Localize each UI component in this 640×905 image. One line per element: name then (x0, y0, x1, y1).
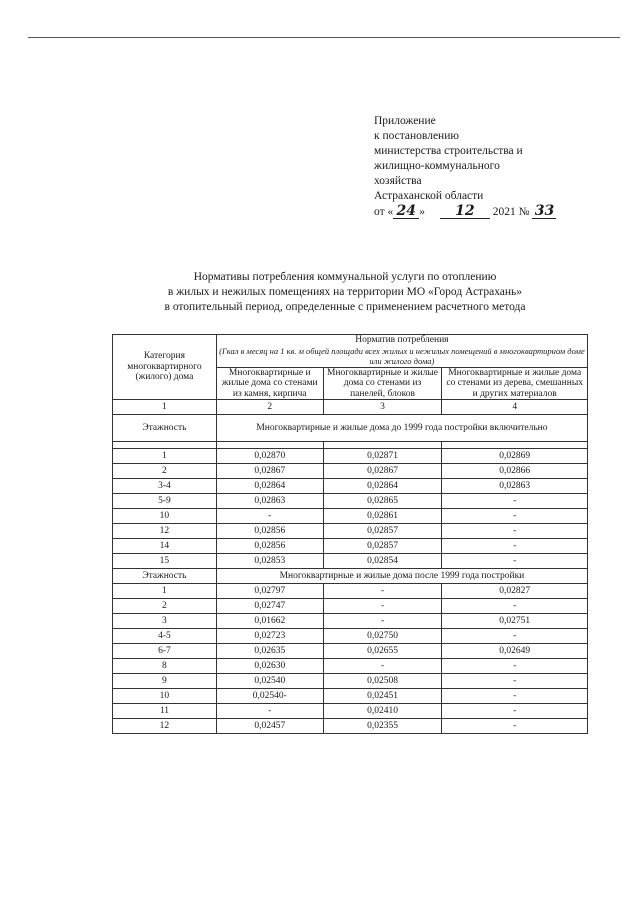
value-stone: 0,01662 (216, 614, 323, 629)
header-row (113, 335, 588, 368)
value-stone: 0,02630 (216, 659, 323, 674)
value-stone: - (216, 509, 323, 524)
value-panel: 0,02655 (323, 644, 442, 659)
value-stone: 0,02870 (216, 449, 323, 464)
appendix-line: жилищно-коммунального (374, 160, 500, 172)
appendix-line: к постановлению (374, 130, 459, 142)
floors-cell: 1 (113, 449, 217, 464)
title-line: в жилых и нежилых помещениях на территории МО «Город Астрахань» (167, 286, 523, 298)
value-panel: - (323, 584, 442, 599)
header-category: Категория многоквартирного (жилого) дома (113, 335, 217, 400)
column-number: 4 (442, 400, 588, 415)
table-row (113, 704, 588, 719)
document-title (90, 270, 600, 315)
floors-cell: 10 (113, 689, 217, 704)
value-panel: 0,02410 (323, 704, 442, 719)
floors-cell: 10 (113, 509, 217, 524)
date-prefix: от « (374, 206, 394, 218)
header-col-wood: Многоквартирные и жилые дома со стенами из дерева, смешанных и других материалов (442, 367, 588, 400)
value-stone: 0,02853 (216, 554, 323, 569)
value-wood: 0,02869 (442, 449, 588, 464)
table-row (113, 659, 588, 674)
floors-cell: 9 (113, 674, 217, 689)
value-panel: 0,02857 (323, 539, 442, 554)
value-stone: 0,02747 (216, 599, 323, 614)
value-stone: 0,02867 (216, 464, 323, 479)
value-panel: 0,02867 (323, 464, 442, 479)
floors-cell: 5-9 (113, 494, 217, 509)
floors-cell: 3 (113, 614, 217, 629)
value-wood: - (442, 719, 588, 734)
value-stone: 0,02797 (216, 584, 323, 599)
value-stone: 0,02635 (216, 644, 323, 659)
column-number: 3 (323, 400, 442, 415)
value-stone: 0,02457 (216, 719, 323, 734)
column-number-row (113, 400, 588, 415)
section1-label: Этажность (113, 415, 217, 442)
value-wood: 0,02827 (442, 584, 588, 599)
appendix-line: Астраханской области (374, 190, 484, 202)
spacer-row (113, 442, 588, 449)
value-wood: 0,02649 (442, 644, 588, 659)
header-norm-unit: (Гкал в месяц на 1 кв. м общей площади всех жилых и нежилых помещений в многоквартирном доме или жилого дома) (219, 345, 585, 366)
value-panel: 0,02865 (323, 494, 442, 509)
floors-cell: 8 (113, 659, 217, 674)
appendix-line: министерства строительства и (374, 145, 523, 157)
value-panel: 0,02861 (323, 509, 442, 524)
table-row (113, 494, 588, 509)
floors-cell: 12 (113, 524, 217, 539)
floors-cell: 15 (113, 554, 217, 569)
section2-title: Многоквартирные и жилые дома после 1999 года постройки (216, 569, 587, 584)
value-wood: - (442, 689, 588, 704)
value-stone: 0,02856 (216, 524, 323, 539)
date-day: 24 (393, 204, 419, 219)
column-number: 1 (113, 400, 217, 415)
table-row (113, 509, 588, 524)
value-panel: 0,02451 (323, 689, 442, 704)
value-panel: 0,02355 (323, 719, 442, 734)
value-stone: 0,02540 (216, 674, 323, 689)
table-row (113, 599, 588, 614)
value-stone: 0,02723 (216, 629, 323, 644)
appendix-line: Приложение (374, 115, 436, 127)
value-wood: - (442, 554, 588, 569)
table-row (113, 464, 588, 479)
value-stone: - (216, 704, 323, 719)
section2-label: Этажность (113, 569, 217, 584)
header-col-stone: Многоквартирные и жилые дома со стенами из камня, кирпича (216, 367, 323, 400)
value-panel: - (323, 599, 442, 614)
table-row (113, 629, 588, 644)
appendix-block (374, 114, 556, 220)
value-panel: 0,02854 (323, 554, 442, 569)
value-stone: 0,02864 (216, 479, 323, 494)
section2-rows (113, 584, 588, 734)
value-panel: 0,02750 (323, 629, 442, 644)
value-wood: 0,02863 (442, 479, 588, 494)
header-col-panel: Многоквартирные и жилые дома со стенами из панелей, блоков (323, 367, 442, 400)
title-line: Нормативы потребления коммунальной услуги по отоплению (193, 271, 497, 283)
header-norm-title: Норматив потребления (355, 335, 449, 345)
floors-cell: 1 (113, 584, 217, 599)
floors-cell: 2 (113, 464, 217, 479)
value-wood: - (442, 509, 588, 524)
value-panel: 0,02857 (323, 524, 442, 539)
table-row (113, 584, 588, 599)
value-stone: 0,02540- (216, 689, 323, 704)
table-row (113, 554, 588, 569)
floors-cell: 3-4 (113, 479, 217, 494)
table-row (113, 644, 588, 659)
floors-cell: 11 (113, 704, 217, 719)
table-row (113, 479, 588, 494)
norms-table (112, 334, 588, 734)
title-line: в отопительный период, определенные с применением расчетного метода (164, 301, 526, 313)
value-wood: - (442, 494, 588, 509)
column-number: 2 (216, 400, 323, 415)
table-row (113, 614, 588, 629)
appendix-line: хозяйства (374, 175, 422, 187)
header-norm (216, 335, 587, 368)
section1-title-row (113, 415, 588, 442)
value-panel: - (323, 659, 442, 674)
floors-cell: 2 (113, 599, 217, 614)
date-year: 2021 № (492, 206, 530, 218)
value-wood: - (442, 539, 588, 554)
floors-cell: 14 (113, 539, 217, 554)
value-panel: 0,02864 (323, 479, 442, 494)
value-wood: - (442, 659, 588, 674)
value-stone: 0,02856 (216, 539, 323, 554)
floors-cell: 6-7 (113, 644, 217, 659)
value-panel: 0,02508 (323, 674, 442, 689)
table-row (113, 524, 588, 539)
table-row (113, 674, 588, 689)
value-wood: - (442, 629, 588, 644)
value-wood: - (442, 704, 588, 719)
value-wood: - (442, 599, 588, 614)
floors-cell: 12 (113, 719, 217, 734)
table-row (113, 449, 588, 464)
top-rule (28, 37, 620, 38)
section1-rows (113, 449, 588, 569)
appendix-date-line (374, 204, 556, 220)
section2-title-row (113, 569, 588, 584)
value-stone: 0,02863 (216, 494, 323, 509)
date-month: 12 (440, 204, 490, 219)
value-panel: - (323, 614, 442, 629)
date-mid: » (419, 206, 425, 218)
value-wood: 0,02751 (442, 614, 588, 629)
document-number: 33 (532, 204, 556, 219)
floors-cell: 4-5 (113, 629, 217, 644)
value-wood: - (442, 674, 588, 689)
value-panel: 0,02871 (323, 449, 442, 464)
table-row (113, 539, 588, 554)
table-row (113, 689, 588, 704)
section1-title: Многоквартирные и жилые дома до 1999 года постройки включительно (216, 415, 587, 442)
table-row (113, 719, 588, 734)
value-wood: - (442, 524, 588, 539)
value-wood: 0,02866 (442, 464, 588, 479)
